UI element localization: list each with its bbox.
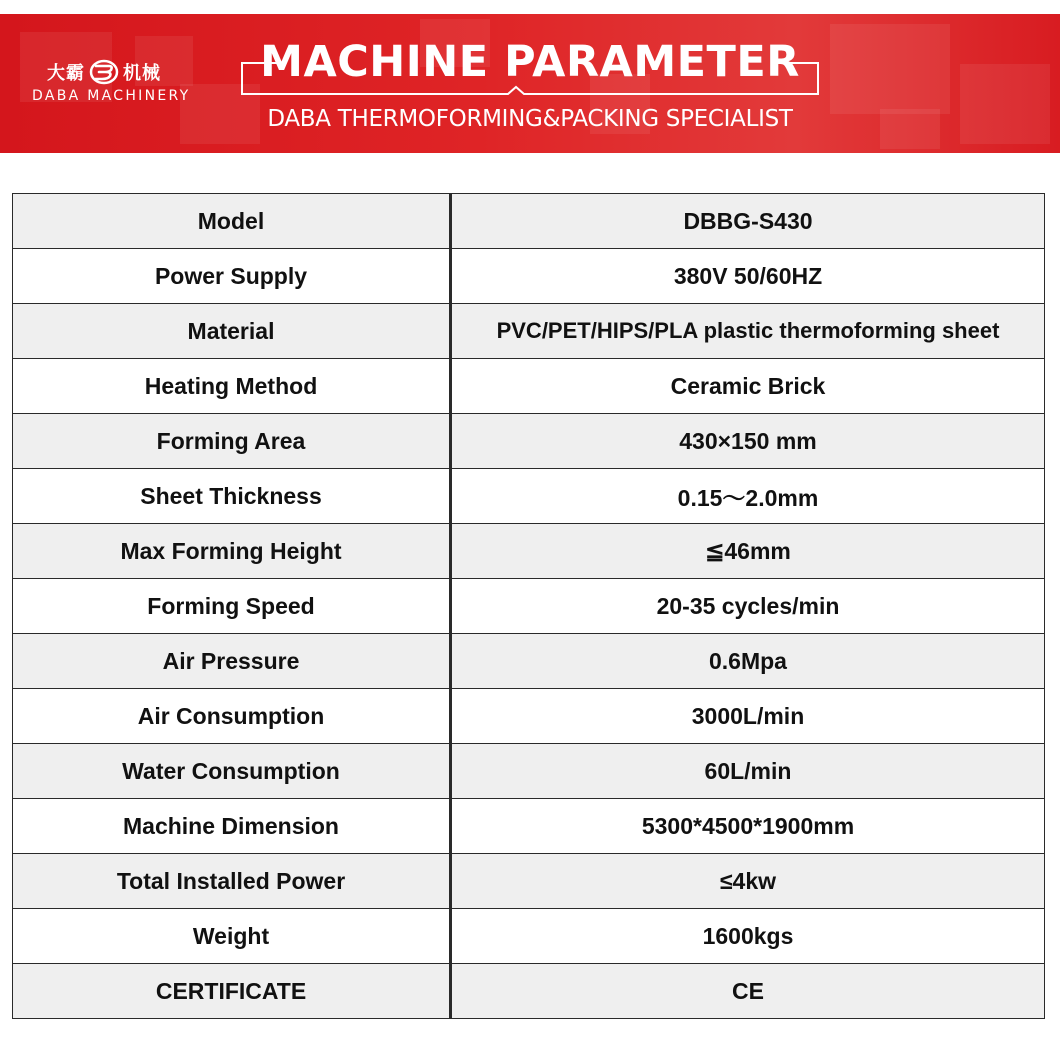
- header-banner: [0, 14, 1060, 153]
- param-label: Air Consumption: [13, 689, 451, 744]
- param-label: Power Supply: [13, 249, 451, 304]
- param-value: 20-35 cycles/min: [451, 579, 1045, 634]
- param-label: CERTIFICATE: [13, 964, 451, 1019]
- param-value: 0.6Mpa: [451, 634, 1045, 689]
- param-value: 3000L/min: [451, 689, 1045, 744]
- param-label: Heating Method: [13, 359, 451, 414]
- param-label: Forming Speed: [13, 579, 451, 634]
- param-value: CE: [451, 964, 1045, 1019]
- param-label: Material: [13, 304, 451, 359]
- param-label: Weight: [13, 909, 451, 964]
- param-value: Ceramic Brick: [451, 359, 1045, 414]
- table-row: [13, 909, 1045, 964]
- table-row: [13, 524, 1045, 579]
- page-subtitle: DABA THERMOFORMING&PACKING SPECIALIST: [267, 106, 793, 132]
- table-row: [13, 799, 1045, 854]
- param-label: Total Installed Power: [13, 854, 451, 909]
- page-title: MACHINE PARAMETER: [260, 37, 800, 87]
- table-row: [13, 579, 1045, 634]
- table-row: [13, 304, 1045, 359]
- param-label: Air Pressure: [13, 634, 451, 689]
- param-label: Machine Dimension: [13, 799, 451, 854]
- param-label: Model: [13, 194, 451, 249]
- table-row: [13, 249, 1045, 304]
- param-value: 0.15～2.0mm: [451, 469, 1045, 524]
- param-label: Max Forming Height: [13, 524, 451, 579]
- param-label: Forming Area: [13, 414, 451, 469]
- param-value: 60L/min: [451, 744, 1045, 799]
- param-label: Water Consumption: [13, 744, 451, 799]
- table-row: [13, 359, 1045, 414]
- table-row: [13, 469, 1045, 524]
- logo-chinese-name: 大霸 机械: [47, 59, 161, 85]
- param-label: Sheet Thickness: [13, 469, 451, 524]
- company-logo: [30, 56, 200, 116]
- machine-parameter-table: [12, 193, 1045, 1019]
- table-row: [13, 964, 1045, 1019]
- param-value: ≦46mm: [451, 524, 1045, 579]
- table-row: [13, 634, 1045, 689]
- table-row: [13, 854, 1045, 909]
- param-value: PVC/PET/HIPS/PLA plastic thermoforming sheet: [451, 304, 1045, 359]
- param-value: DBBG-S430: [451, 194, 1045, 249]
- logo-english-name: DABA MACHINERY: [32, 88, 191, 104]
- param-value: ≤4kw: [451, 854, 1045, 909]
- param-value: 380V 50/60HZ: [451, 249, 1045, 304]
- table-row: [13, 414, 1045, 469]
- param-value: 430×150 mm: [451, 414, 1045, 469]
- table-row: [13, 194, 1045, 249]
- table-row: [13, 689, 1045, 744]
- param-value: 1600kgs: [451, 909, 1045, 964]
- logo-mark-icon: [89, 59, 119, 85]
- param-value: 5300*4500*1900mm: [451, 799, 1045, 854]
- table-row: [13, 744, 1045, 799]
